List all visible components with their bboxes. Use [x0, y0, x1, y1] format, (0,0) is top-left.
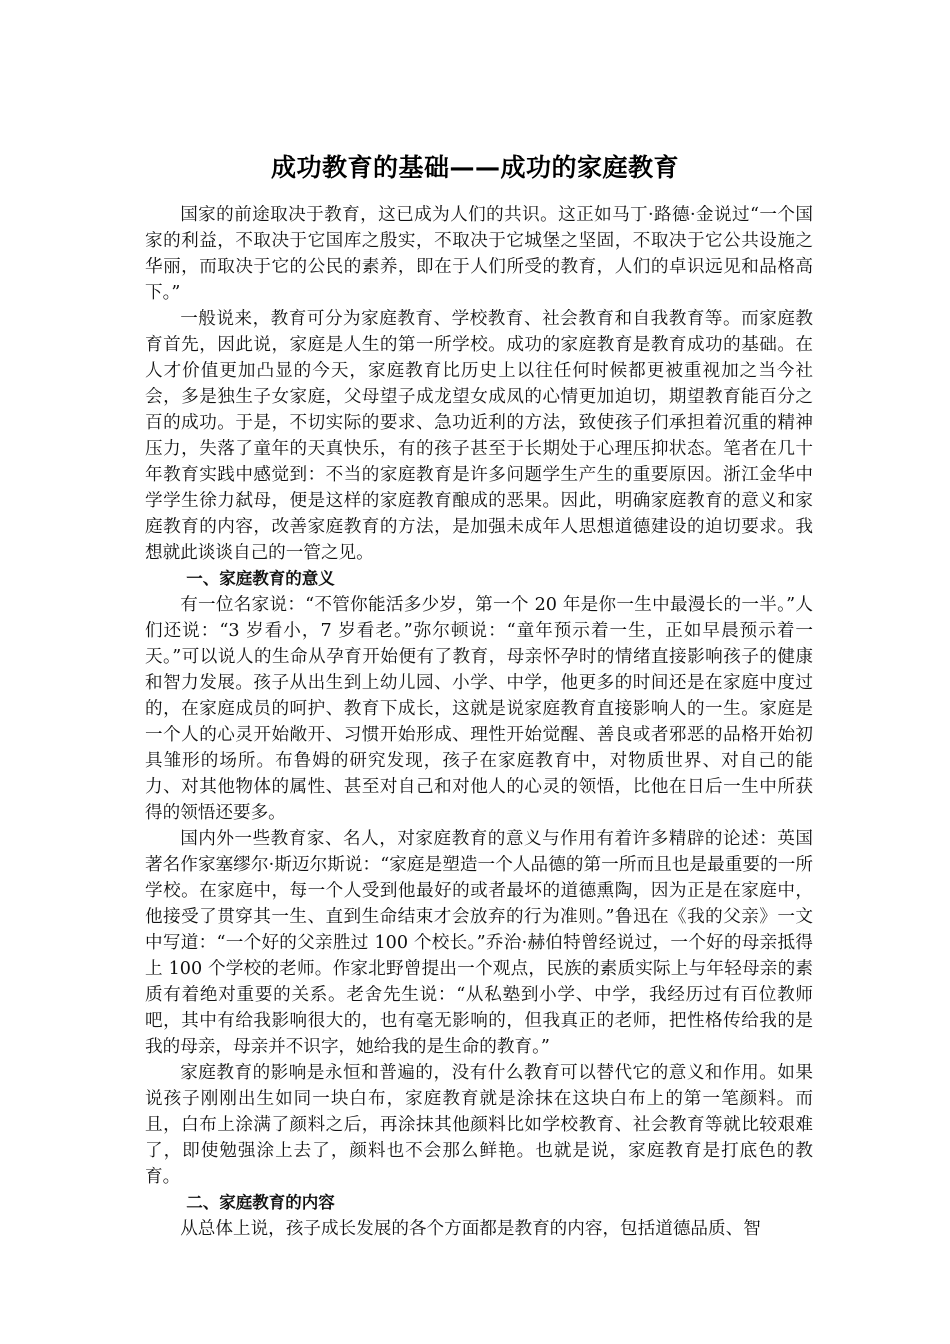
section1-paragraph-1: 有一位名家说：“不管你能活多少岁，第一个 20 年是你一生中最漫长的一半。”人们还说：“3 岁看小，7 岁看老。”弥尔顿说：“童年预示着一生，正如早晨预示着一天。”可以说人的生命从孕育开始便有了教育，母亲怀孕时的情绪直接影响孩子的健康和智力发展。孩子从出生到上幼儿园、小学、中学，他更多的时间还是在家庭中度过的，在家庭成员的呵护、教育下成长，这就是说家庭教育直接影响人的一生。家庭是一个人的心灵开始敞开、习惯开始形成、理性开始觉醒、善良或者邪恶的品格开始初具雏形的场所。布鲁姆的研究发现，孩子在家庭教育中，对物质世界、对自己的能力、对其他物体的属性、甚至对自己和对他人的心灵的领悟，比他在日后一生中所获得的领悟还要多。 [145, 595, 813, 823]
section1-paragraph-2: 国内外一些教育家、名人，对家庭教育的意义与作用有着许多精辟的论述：英国著名作家塞缪尔·斯迈尔斯说：“家庭是塑造一个人品德的第一所而且也是最重要的一所学校。在家庭中，每一个人受到他最好的或者最坏的道德熏陶，因为正是在家庭中，他接受了贯穿其一生、直到生命结束才会放弃的行为准则。”鲁迅在《我的父亲》一文中写道：“一个好的父亲胜过 100 个校长。”乔治·赫伯特曾经说过，一个好的母亲抵得上 100 个学校的老师。作家北野曾提出一个观点，民族的素质实际上与年轻母亲的素质有着绝对重要的关系。老舍先生说：“从私塾到小学、中学，我经历过有百位教师吧，其中有给我影响很大的，也有毫无影响的，但我真正的老师，把性格传给我的是我的母亲，母亲并不识字，她给我的是生命的教育。” [145, 829, 813, 1057]
section2-paragraph-1: 从总体上说，孩子成长发展的各个方面都是教育的内容，包括道德品质、智 [180, 1219, 761, 1239]
document-title: 成功教育的基础——成功的家庭教育 [270, 152, 679, 182]
section-heading-significance: 一、家庭教育的意义 [186, 569, 335, 588]
intro-paragraph-2: 一般说来，教育可分为家庭教育、学校教育、社会教育和自我教育等。而家庭教育首先，因此说，家庭是人生的第一所学校。成功的家庭教育是教育成功的基础。在人才价值更加凸显的今天，家庭教育比历史上以往任何时候都更被重视加之当今社会，多是独生子女家庭，父母望子成龙望女成凤的心情更加迫切，期望教育能百分之百的成功。于是，不切实际的要求、急功近利的方法，致使孩子们承担着沉重的精神压力，失落了童年的天真快乐，有的孩子甚至于长期处于心理压抑状态。笔者在几十年教育实践中感觉到：不当的家庭教育是许多问题学生产生的重要原因。浙江金华中学学生徐力弑母，便是这样的家庭教育酿成的恶果。因此，明确家庭教育的意义和家庭教育的内容，改善家庭教育的方法，是加强未成年人思想道德建设的迫切要求。我想就此谈谈自己的一管之见。 [145, 309, 813, 563]
intro-paragraph-1: 国家的前途取决于教育，这已成为人们的共识。这正如马丁·路德·金说过“一个国家的利益，不取决于它国库之殷实，不取决于它城堡之坚固，不取决于它公共设施之华丽，而取决于它的公民的素养，即在于人们所受的教育，人们的卓识远见和品格高下。” [145, 205, 813, 303]
document-body [145, 202, 813, 1242]
section-heading-content: 二、家庭教育的内容 [186, 1193, 335, 1212]
section1-paragraph-3: 家庭教育的影响是永恒和普遍的，没有什么教育可以替代它的意义和作用。如果说孩子刚刚出生如同一块白布，家庭教育就是涂抹在这块白布上的第一笔颜料。而且，白布上涂满了颜料之后，再涂抹其他颜料比如学校教育、社会教育等就比较艰难了，即使勉强涂上去了，颜料也不会那么鲜艳。也就是说，家庭教育是打底色的教育。 [145, 1063, 813, 1187]
